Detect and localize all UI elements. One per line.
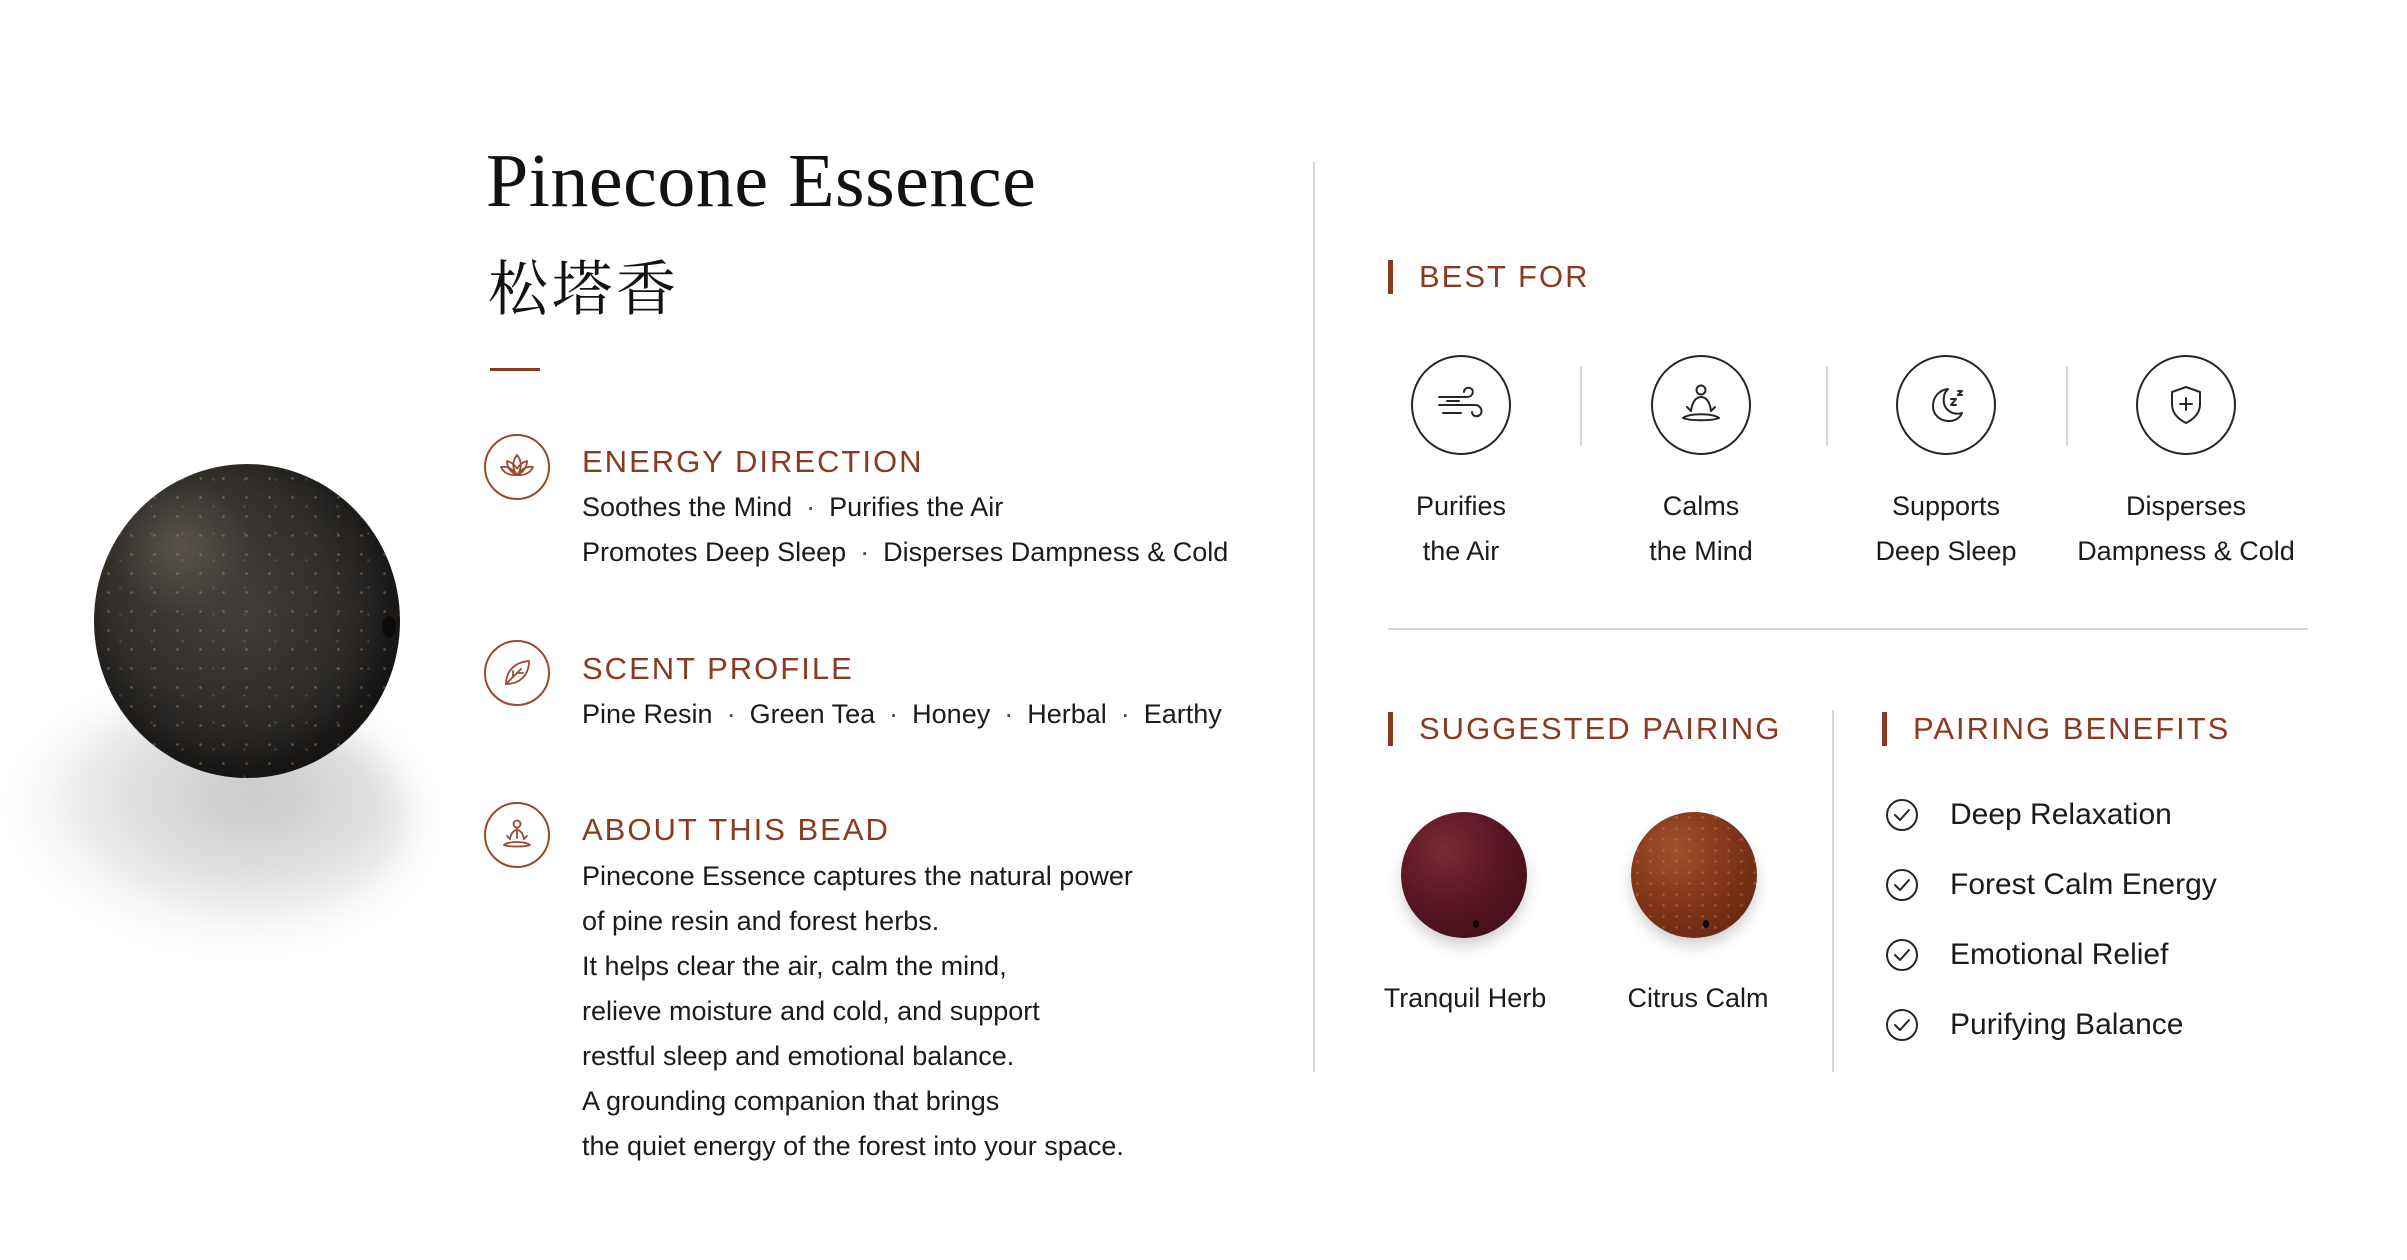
header-accent-bar (1388, 712, 1393, 746)
scent-note: Honey (912, 699, 991, 729)
section-horizontal-divider (1388, 628, 2308, 630)
best-for-line: Purifies (1415, 491, 1507, 521)
energy-direction-title: ENERGY DIRECTION (582, 444, 924, 479)
best-for-line: Supports (1891, 491, 2001, 521)
scent-profile-title: SCENT PROFILE (582, 651, 854, 686)
scent-note: Green Tea (749, 699, 876, 729)
energy-item: Disperses Dampness & Cold (883, 537, 1229, 567)
about-line: restful sleep and emotional balance. (582, 1041, 1015, 1071)
best-for-separator (1580, 366, 1582, 446)
energy-item: Purifies the Air (829, 492, 1004, 522)
benefit-label: Deep Relaxation (1950, 798, 2172, 831)
benefit-item (1884, 1007, 2183, 1043)
pairing-vertical-divider (1832, 710, 1834, 1072)
best-for-line: Dampness & Cold (2077, 536, 2295, 566)
benefit-item (1884, 867, 2217, 903)
lotus-icon (484, 434, 550, 500)
suggested-pairing-title: SUGGESTED PAIRING (1419, 711, 1782, 746)
about-bead-description (582, 854, 1133, 1169)
about-line: the quiet energy of the forest into your space. (582, 1131, 1124, 1161)
energy-item: Promotes Deep Sleep (582, 537, 847, 567)
shield-plus-icon (2136, 355, 2236, 455)
bead-texture (94, 464, 400, 778)
best-for-label-supports (1816, 484, 2076, 574)
best-for-line: the Air (1422, 536, 1500, 566)
pairing-label-citrus-calm: Citrus Calm (1627, 983, 1769, 1013)
best-for-line: the Mind (1649, 536, 1753, 566)
pairing-benefits-title: PAIRING BENEFITS (1913, 711, 2231, 746)
product-bead-image (94, 464, 400, 778)
best-for-label-purifies (1331, 484, 1591, 574)
suggested-pairing-header (1388, 711, 1781, 747)
best-for-header (1388, 259, 1589, 295)
bead-hole (1703, 920, 1709, 928)
pairing-bead-citrus-calm (1631, 812, 1757, 938)
best-for-line: Deep Sleep (1875, 536, 2017, 566)
best-for-separator (1826, 366, 1828, 446)
benefit-label: Forest Calm Energy (1950, 868, 2217, 901)
scent-note: Pine Resin (582, 699, 713, 729)
about-bead-title: ABOUT THIS BEAD (582, 812, 890, 847)
about-line: relieve moisture and cold, and support (582, 996, 1040, 1026)
product-title: Pinecone Essence (486, 139, 1037, 223)
best-for-title: BEST FOR (1419, 259, 1590, 294)
header-accent-bar (1388, 260, 1393, 294)
best-for-label-disperses (2056, 484, 2316, 574)
meditation-icon (1651, 355, 1751, 455)
pairing-bead-tranquil-herb (1401, 812, 1527, 938)
best-for-line: Disperses (2125, 491, 2247, 521)
energy-item: Soothes the Mind (582, 492, 793, 522)
best-for-separator (2066, 366, 2068, 446)
about-line: Pinecone Essence captures the natural power (582, 861, 1133, 891)
bead-hole (382, 616, 396, 638)
energy-line-1: Soothes the Mind · Purifies the Air (582, 492, 1004, 522)
best-for-line: Calms (1662, 491, 1740, 521)
leaf-icon (484, 640, 550, 706)
about-line: of pine resin and forest herbs. (582, 906, 940, 936)
check-circle-icon (1884, 867, 1920, 903)
title-accent-divider (490, 368, 540, 371)
check-circle-icon (1884, 797, 1920, 833)
header-accent-bar (1882, 712, 1887, 746)
energy-line-2: Promotes Deep Sleep · Disperses Dampness & Cold (582, 537, 1229, 567)
check-circle-icon (1884, 937, 1920, 973)
about-line: A grounding companion that brings (582, 1086, 1000, 1116)
benefit-label: Purifying Balance (1950, 1008, 2184, 1041)
scent-note: Earthy (1143, 699, 1222, 729)
pairing-label-tranquil-herb: Tranquil Herb (1383, 983, 1547, 1013)
benefit-label: Emotional Relief (1950, 938, 2169, 971)
benefit-item (1884, 797, 2172, 833)
wind-icon (1411, 355, 1511, 455)
pairing-benefits-header (1882, 711, 2230, 747)
scent-note: Herbal (1027, 699, 1107, 729)
check-circle-icon (1884, 1007, 1920, 1043)
main-vertical-divider (1313, 162, 1315, 1072)
moon-sleep-icon (1896, 355, 1996, 455)
meditation-icon (484, 802, 550, 868)
best-for-label-calms (1571, 484, 1831, 574)
benefit-item (1884, 937, 2168, 973)
scent-notes: Pine Resin · Green Tea · Honey · Herbal · Earthy (582, 699, 1222, 729)
bead-hole (1473, 920, 1479, 928)
about-line: It helps clear the air, calm the mind, (582, 951, 1007, 981)
product-title-chinese: 松塔香 (488, 255, 680, 325)
